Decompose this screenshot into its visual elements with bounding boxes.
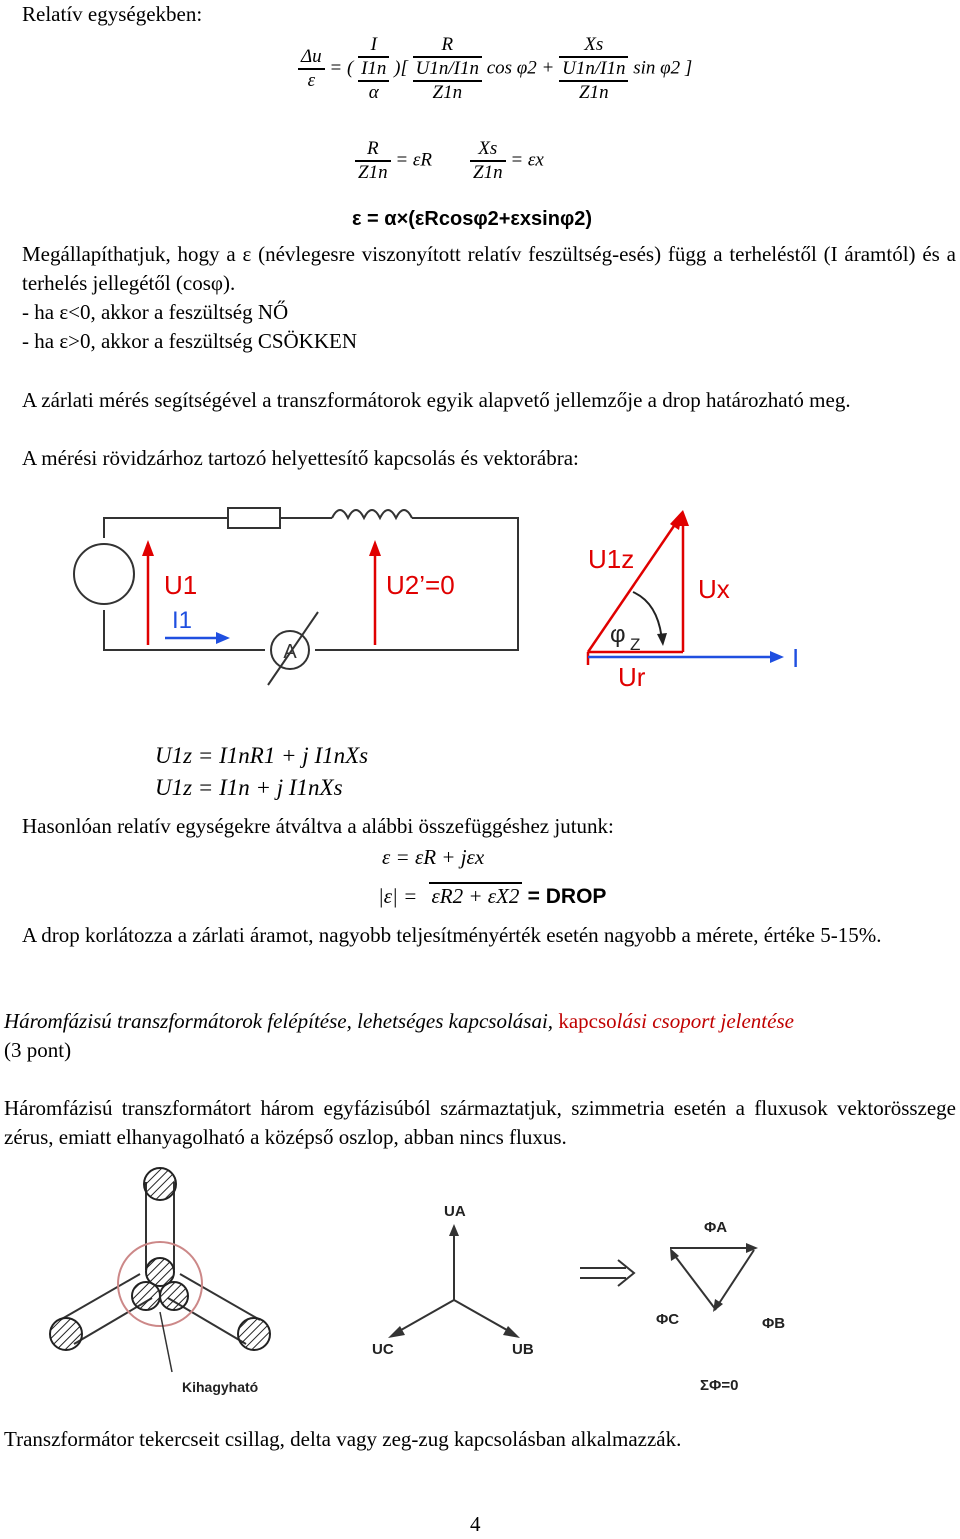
equation-drop: |ε| = εR2 + εX2 = DROP — [378, 884, 607, 908]
arrow-i1 — [216, 632, 230, 644]
label-ub: UB — [512, 1341, 534, 1358]
label-kihagyhato: Kihagyható — [182, 1379, 259, 1395]
page-number: 4 — [470, 1512, 481, 1536]
voltage-source-symbol — [74, 544, 134, 604]
arrow-u2 — [369, 540, 381, 556]
equivalent-circuit-diagram — [60, 500, 540, 690]
flux-triangle-diagram — [650, 1210, 800, 1400]
label-i: I — [792, 643, 800, 673]
paragraph-relative: Hasonlóan relatív egységekre átváltva a alábbi összefüggéshez jutunk: — [22, 814, 614, 838]
equation-eps-r: $\frac{R}{Z1n}$ = εR — [355, 138, 432, 184]
label-ua: UA — [444, 1203, 466, 1220]
label-ur: Ur — [618, 662, 646, 692]
core-leg-left — [50, 1318, 82, 1350]
label-phia: ΦA — [704, 1219, 728, 1236]
frac-current: I I1n α — [358, 34, 389, 104]
label-phic: ΦC — [656, 1311, 680, 1328]
equation-eps-x: $\frac{Xs}{Z1n}$ = εx — [470, 138, 544, 184]
paragraph-drop: A zárlati mérés segítségével a transzformátorok egyik alapvető jellemzője a drop határozható meg. — [22, 388, 851, 412]
label-u1z: U1z — [588, 544, 635, 574]
paragraph-three-phase: Háromfázisú transzformátort három egyfázisúból származtatjuk, szimmetria esetén a fluxusok vektorösszege zérus, emiatt elhanyagolható a középső oszlop, abban nincs fluxus. — [4, 1096, 956, 1149]
label-ux: Ux — [698, 574, 730, 604]
equation-eps: ε = α×(εRcosφ2+εxsinφ2) — [352, 208, 593, 230]
star-voltage-diagram — [360, 1190, 560, 1370]
section-heading: Háromfázisú transzformátorok felépítése, lehetséges kapcsolásai, kapcsolási csoport jelentése (3 pont) — [4, 1009, 794, 1062]
equation-delta-u: $\frac{\Delta u}{\varepsilon}$ = ( I I1n α )[ R U1n/I1n Z1n cos φ2 + Xs U1n/I1n Z1n sin φ2 ] — [298, 34, 692, 104]
equation-u1z-line2: U1z = I1n + j I1nXs — [155, 775, 343, 800]
intro-text: Relatív egységekben: — [22, 2, 203, 26]
double-arrow-icon — [578, 1258, 642, 1288]
core-leg-right — [238, 1318, 270, 1350]
label-phi-sub: Z — [630, 635, 641, 654]
label-phi: φ — [610, 621, 626, 648]
label-u1: U1 — [164, 570, 198, 600]
phasor-diagram — [580, 500, 810, 695]
resistor-symbol — [228, 508, 280, 528]
angle-arc — [633, 592, 662, 640]
paragraph-circuit-intro: A mérési rövidzárhoz tartozó helyettesítő kapcsolás és vektorábra: — [22, 446, 579, 470]
label-uc: UC — [372, 1341, 394, 1358]
label-i1: I1 — [172, 607, 193, 634]
line-eps-positive: - ha ε>0, akkor a feszültség CSÖKKEN — [22, 329, 358, 353]
equation-u1z — [155, 740, 368, 804]
line-eps-negative: - ha ε<0, akkor a feszültség NŐ — [22, 300, 289, 324]
paragraph-windings: Transzformátor tekercseit csillag, delta vagy zeg-zug kapcsolásban alkalmazzák. — [4, 1427, 682, 1451]
equation-u1z-line1: U1z = I1nR1 + j I1nXs — [155, 743, 369, 768]
paragraph-dependence: Megállapíthatjuk, hogy a ε (névlegesre viszonyított relatív feszültség-esés) függ a terheléstől (I áramtól) és a terhelés jellegétől (cosφ). — [22, 242, 956, 295]
equation-eps-complex: ε = εR + jεx — [382, 845, 485, 869]
label-u2: U2’=0 — [386, 570, 455, 600]
inductor-symbol — [332, 510, 412, 518]
frac-delta-u: $\frac{\Delta u}{\varepsilon}$ — [298, 46, 325, 92]
ammeter-label: A — [283, 641, 297, 663]
paragraph-drop-limit: A drop korlátozza a zárlati áramot, nagyobb teljesítményérték esetén nagyobb a mérete, értéke 5-15%. — [22, 923, 882, 947]
core-leg-top — [144, 1168, 176, 1200]
arrow-u1 — [142, 540, 154, 556]
label-sum-flux: ΣΦ=0 — [700, 1377, 739, 1394]
sqrt-expression: εR2 + εX2 — [429, 882, 523, 909]
frac-resistance: R U1n/I1n Z1n — [413, 34, 482, 104]
label-phib: ΦB — [762, 1315, 786, 1332]
three-leg-core-diagram — [40, 1162, 280, 1402]
frac-reactance: Xs U1n/I1n Z1n — [559, 34, 628, 104]
wire-top-left — [104, 518, 228, 538]
phasor-u1z — [588, 520, 678, 652]
